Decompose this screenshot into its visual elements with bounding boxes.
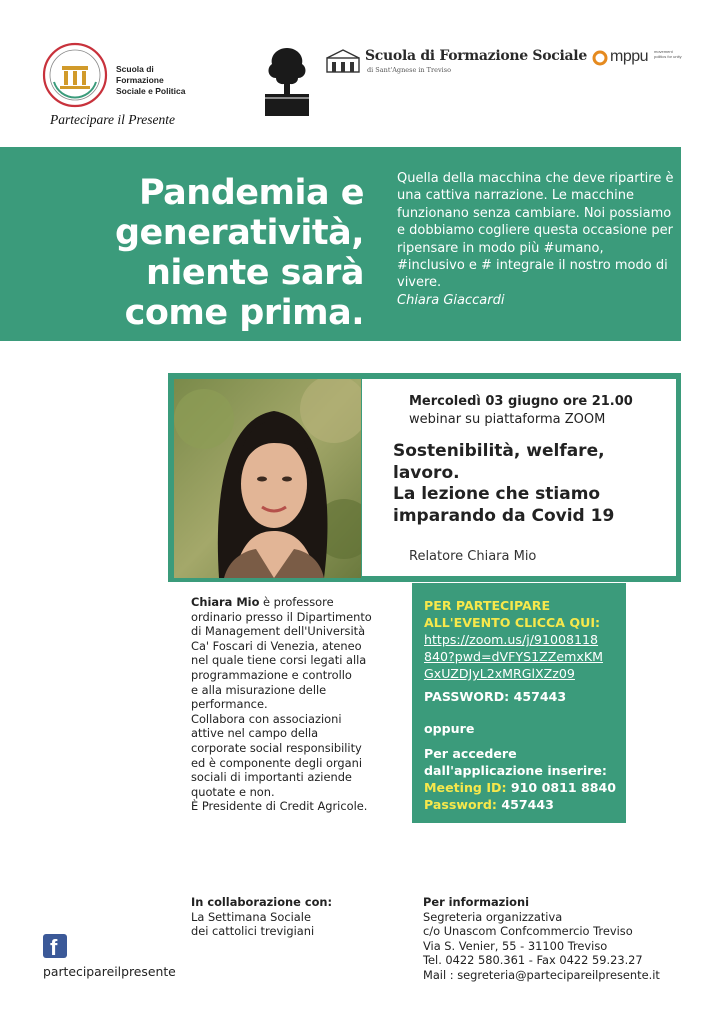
main-title bbox=[0, 173, 364, 333]
event-title bbox=[393, 441, 673, 527]
info-line: c/o Unascom Confcommercio Treviso bbox=[423, 924, 633, 939]
church-icon bbox=[325, 48, 361, 74]
event-title-line: imparando da Covid 19 bbox=[393, 505, 615, 526]
bio-line: corporate social responsibility bbox=[191, 740, 362, 755]
bio-line bbox=[191, 595, 396, 610]
bio-line: performance. bbox=[191, 697, 268, 712]
zoom-link[interactable] bbox=[424, 631, 624, 682]
info-email[interactable]: Mail : segreteria@partecipareilpresente.it bbox=[423, 967, 660, 982]
collaboration bbox=[191, 895, 332, 939]
join-header-line: ALL'EVENTO CLICCA QUI: bbox=[424, 615, 601, 630]
bio-line: di Management dell'Università bbox=[191, 624, 366, 639]
info-line: Via S. Venier, 55 - 31100 Treviso bbox=[423, 938, 608, 953]
school-name-line2: Sociale e Politica bbox=[116, 86, 186, 96]
sfs-title: Scuola di Formazione Sociale bbox=[365, 48, 587, 64]
mppu-small: movement politics for unity bbox=[654, 49, 682, 59]
title-line: Pandemia e bbox=[138, 173, 364, 213]
meeting-id bbox=[424, 780, 616, 795]
zoom-link-line[interactable]: GxUZDJyL2xMRGlXZz09 bbox=[424, 666, 575, 681]
info-line: Segreteria organizzativa bbox=[423, 909, 563, 924]
bio-name: Chiara Mio bbox=[191, 595, 260, 609]
facebook-page-name[interactable]: partecipareilpresente bbox=[43, 964, 176, 979]
zoom-link-line[interactable]: https://zoom.us/j/91008118 bbox=[424, 632, 599, 647]
quote-text: Quella della macchina che deve ripartire è una cattiva narrazione. Le macchine funzionano senza cambiare. Noi possiamo e dobbiamo cogliere questa occasione per ripensare in modo più #umano, #inclusivo e # integrale il nostro modo di vivere. bbox=[397, 171, 674, 291]
bio-line: programmazione e controllo bbox=[191, 667, 352, 682]
quote-author: Chiara Giaccardi bbox=[397, 292, 505, 308]
collab-line: dei cattolici trevigiani bbox=[191, 924, 315, 939]
title-line: generatività, bbox=[114, 213, 364, 253]
partecipare-ring-icon bbox=[42, 42, 108, 108]
meeting-id-label: Meeting ID: bbox=[424, 780, 507, 795]
school-name-line1: Scuola di Formazione bbox=[116, 64, 164, 85]
bio-line: attive nel campo della bbox=[191, 726, 319, 741]
mppu-ring-icon bbox=[592, 50, 608, 66]
app-line: Per accedere bbox=[424, 746, 517, 761]
app-line: dall'applicazione inserire: bbox=[424, 763, 607, 778]
bio-line: ed è componente degli organi bbox=[191, 755, 363, 770]
info-title: Per informazioni bbox=[423, 895, 529, 909]
bio-line-text: è professore bbox=[263, 595, 334, 609]
event-box bbox=[168, 373, 681, 582]
zoom-password: PASSWORD: 457443 bbox=[424, 689, 567, 704]
join-header-line: PER PARTECIPARE bbox=[424, 598, 551, 613]
bio-line: quotate e non. bbox=[191, 784, 275, 799]
bio-line: È Presidente di Credit Agricole. bbox=[191, 799, 368, 814]
collab-line: La Settimana Sociale bbox=[191, 909, 311, 924]
tree-logo-icon bbox=[262, 42, 312, 116]
quote bbox=[397, 170, 675, 309]
sfs-subtitle: di Sant'Agnese in Treviso bbox=[367, 66, 451, 74]
event-details bbox=[362, 379, 676, 576]
join-box bbox=[412, 583, 626, 823]
bio-line: Collabora con associazioni bbox=[191, 711, 342, 726]
school-name bbox=[116, 64, 202, 97]
speaker-bio bbox=[191, 595, 396, 814]
bio-line: ordinario presso il Dipartimento bbox=[191, 609, 372, 624]
meeting-password bbox=[424, 797, 554, 812]
app-instructions bbox=[424, 745, 624, 779]
tagline: Partecipare il Presente bbox=[50, 112, 175, 127]
or-label: oppure bbox=[424, 721, 475, 736]
title-line: come prima. bbox=[124, 293, 364, 333]
info-line: Tel. 0422 580.361 - Fax 0422 59.23.27 bbox=[423, 953, 643, 968]
join-header bbox=[424, 597, 600, 631]
meeting-id-value: 910 0811 8840 bbox=[510, 780, 617, 795]
partecipare-logo bbox=[42, 42, 202, 130]
event-title-line: La lezione che stiamo bbox=[393, 484, 601, 504]
event-date: Mercoledì 03 giugno ore 21.00 bbox=[409, 394, 633, 409]
collab-title: In collaborazione con: bbox=[191, 895, 333, 909]
event-title-line: Sostenibilità, welfare, bbox=[393, 441, 605, 461]
mppu-logo bbox=[592, 48, 684, 70]
bio-line: e alla misurazione delle bbox=[191, 682, 327, 697]
speaker-photo bbox=[174, 379, 361, 578]
event-speaker: Relatore Chiara Mio bbox=[409, 549, 537, 564]
bio-line: Ca' Foscari di Venezia, ateneo bbox=[191, 638, 362, 653]
title-banner bbox=[0, 147, 681, 341]
title-line: niente sarà bbox=[145, 253, 364, 293]
zoom-link-line[interactable]: 840?pwd=dVFYS1ZZemxKM bbox=[424, 649, 603, 664]
facebook-icon[interactable]: f bbox=[43, 934, 67, 958]
mppu-word: mppu bbox=[610, 48, 649, 65]
event-platform: webinar su piattaforma ZOOM bbox=[409, 412, 606, 427]
bio-line: nel quale tiene corsi legati alla bbox=[191, 653, 367, 668]
meeting-password-value: 457443 bbox=[501, 797, 554, 812]
event-title-line: lavoro. bbox=[393, 462, 460, 483]
bio-line: sociali di importanti aziende bbox=[191, 770, 352, 785]
contact-info bbox=[423, 895, 660, 983]
meeting-password-label: Password: bbox=[424, 797, 497, 812]
sfs-logo bbox=[325, 44, 587, 78]
